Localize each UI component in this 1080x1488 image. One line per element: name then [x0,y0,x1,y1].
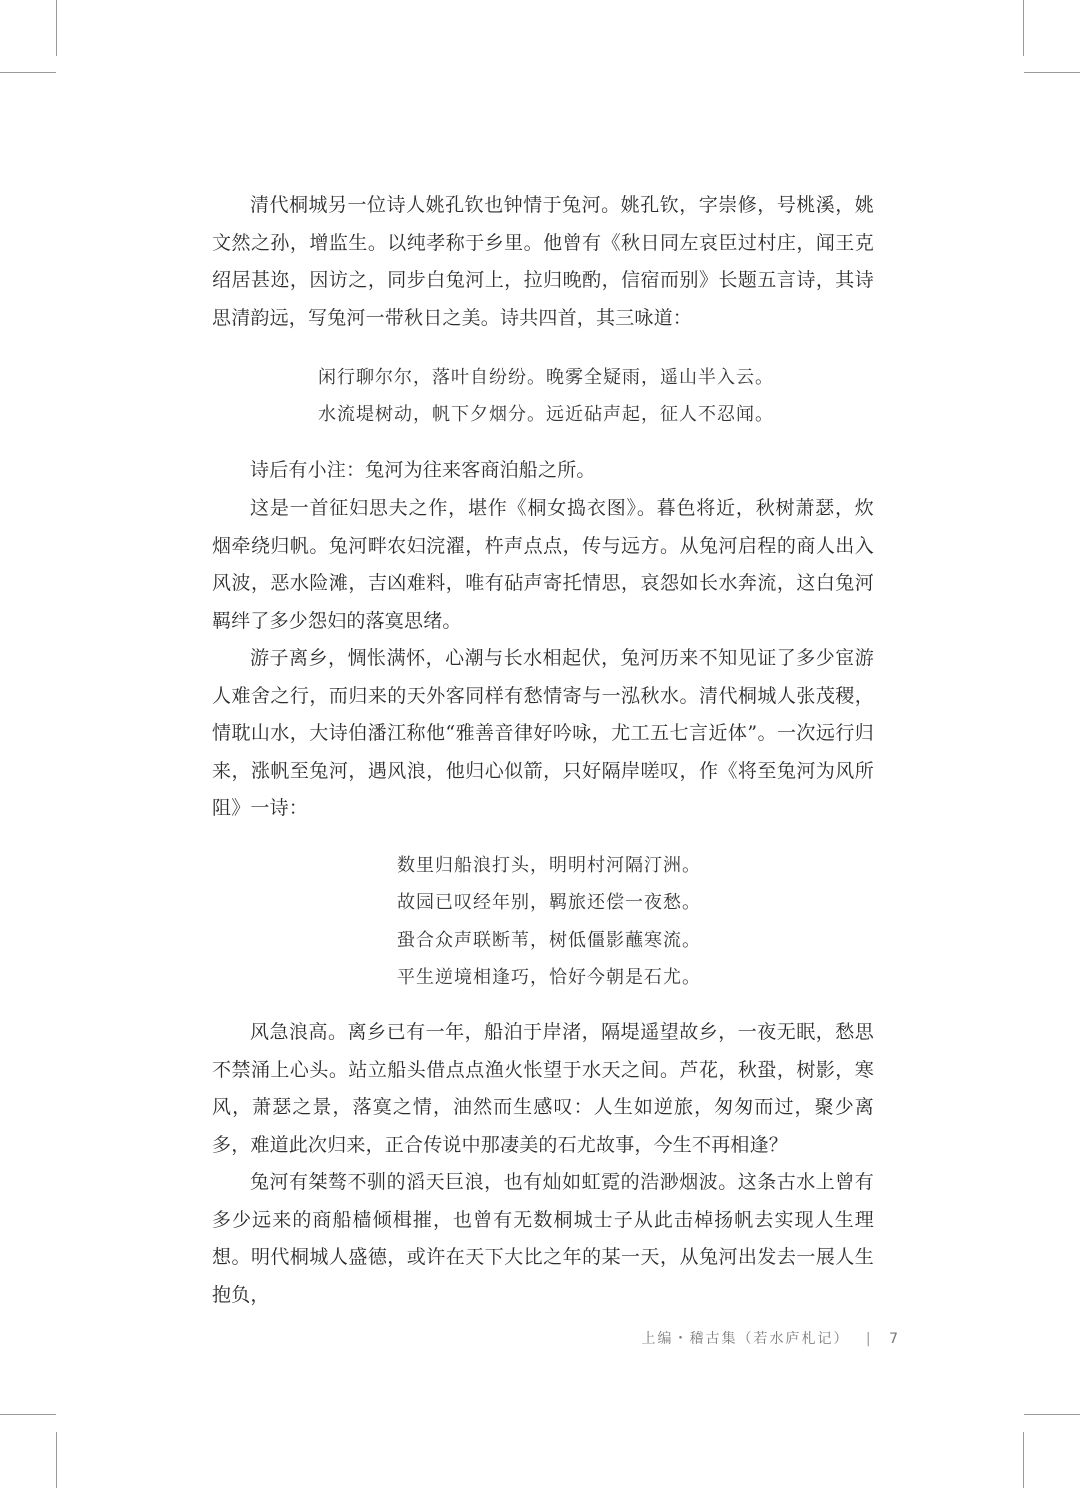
paragraph: 诗后有小注：兔河为往来客商泊船之所。 [250,459,596,481]
crop-mark [1023,0,1024,56]
crop-mark [0,72,56,73]
poem-line: 故园已叹经年别，羁旅还偿一夜愁。 [397,892,701,913]
footer-separator: | [865,1331,873,1347]
paragraph: 游子离乡，惆怅满怀，心潮与长水相起伏，兔河历来不知见证了多少宦游人难舍之行，而归来的天外客同样有愁情寄与一泓秋水。清代桐城人张茂稷，情耽山水，大诗伯潘江称他“雅善音律好吟咏，尤工五七言近体”。一次远行归来，涨帆至兔河，遇风浪，他归心似箭，只好隔岸嗟叹，作《将至兔河为风所阻》一诗： [212,647,874,820]
poem-line: 蛩合众声联断苇，树低僵影蘸寒流。 [397,930,701,951]
paragraph: 清代桐城另一位诗人姚孔钦也钟情于兔河。姚孔钦，字崇修，号桃溪，姚文然之孙，增监生。以纯孝称于乡里。他曾有《秋日同左哀臣过村庄，闻王克绍居甚迩，因访之，同步白兔河上，拉归晚酌，信宿而别》长题五言诗，其诗思清韵远，写兔河一带秋日之美。诗共四首，其三咏道： [212,194,874,329]
paragraph: 兔河有桀骜不驯的滔天巨浪，也有灿如虹霓的浩渺烟波。这条古水上曾有多少远来的商船樯倾楫摧，也曾有无数桐城士子从此击棹扬帆去实现人生理想。明代桐城人盛德，或许在天下大比之年的某一天，从兔河出发去一展人生抱负， [212,1171,874,1306]
page-number: 7 [889,1331,900,1347]
crop-mark [1024,72,1080,73]
crop-mark [56,1432,57,1488]
poem-line: 闲行聊尔尔，落叶自纷纷。晚雾全疑雨，遥山半入云。 [318,367,774,388]
poem-line: 平生逆境相逢巧，恰好今朝是石尤。 [397,967,701,988]
section-title: 上编・稽古集（若水庐札记） [641,1331,850,1347]
poem-line: 数里归船浪打头，明明村河隔汀洲。 [397,855,701,876]
crop-mark [1024,1414,1080,1415]
crop-mark [1023,1432,1024,1488]
crop-mark [56,0,57,56]
paragraph: 风急浪高。离乡已有一年，船泊于岸渚，隔堤遥望故乡，一夜无眠，愁思不禁涌上心头。站立船头借点点渔火怅望于水天之间。芦花，秋蛩，树影，寒风，萧瑟之景，落寞之情，油然而生感叹：人生如逆旅，匆匆而过，聚少离多，难道此次归来，正合传说中那凄美的石尤故事，今生不再相逢？ [212,1021,874,1156]
paragraph: 这是一首征妇思夫之作，堪作《桐女捣衣图》。暮色将近，秋树萧瑟，炊烟牵绕归帆。兔河畔农妇浣濯，杵声点点，传与远方。从兔河启程的商人出入风波，恶水险滩，吉凶难料，唯有砧声寄托情思，哀怨如长水奔流，这白兔河羁绊了多少怨妇的落寞思绪。 [212,497,874,632]
poem-line: 水流堤树动，帆下夕烟分。远近砧声起，征人不忍闻。 [318,404,774,425]
running-footer [641,1328,900,1348]
crop-mark [0,1414,56,1415]
